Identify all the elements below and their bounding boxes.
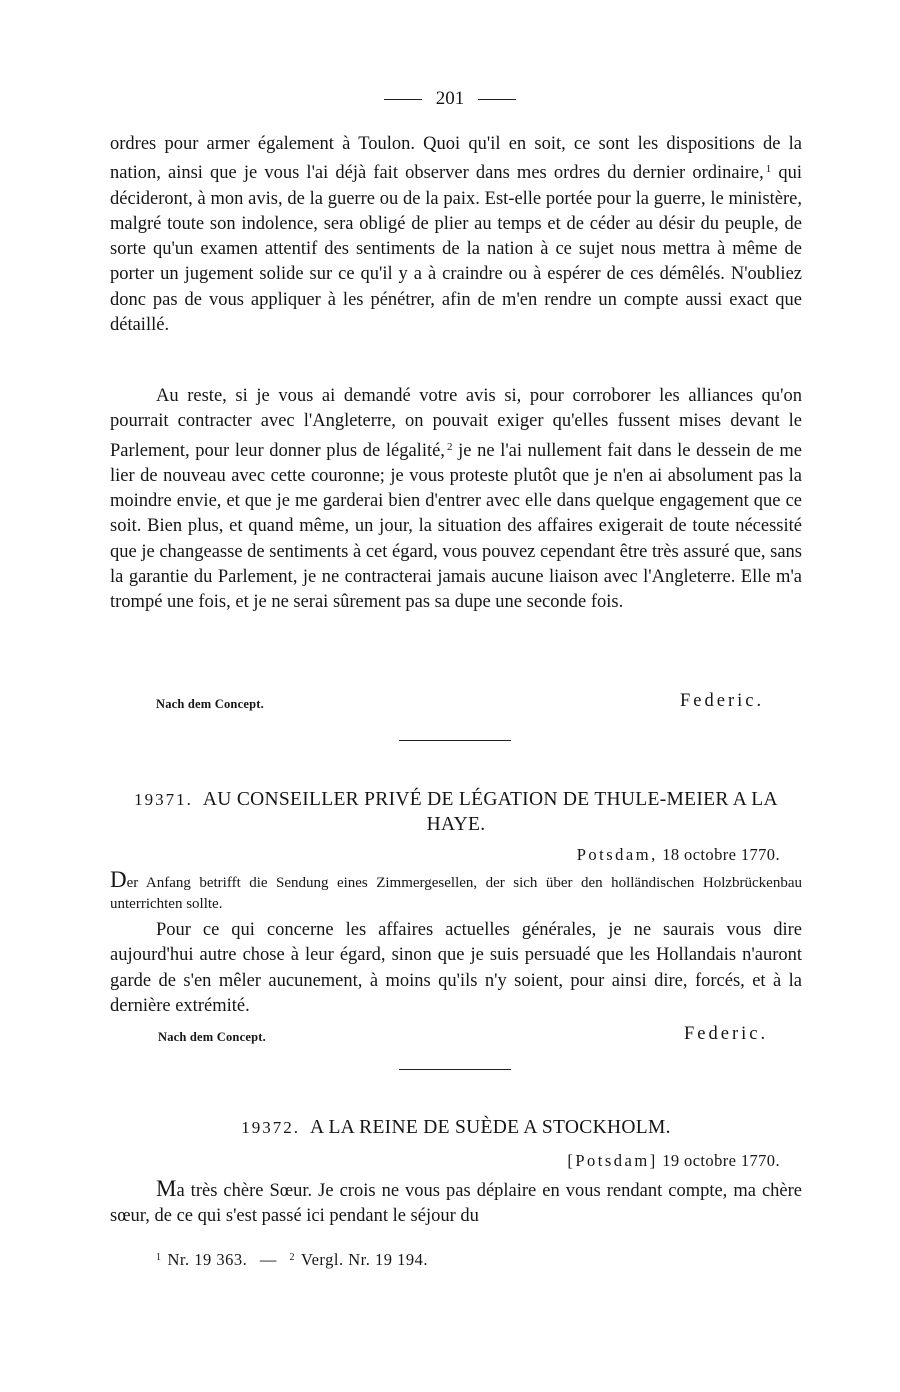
letter-heading [110,1115,802,1140]
header-rule-right [478,99,516,100]
source-note: Nach dem Concept. [158,1030,266,1044]
continuation-paragraph-2: Au reste, si je vous ai demandé votre avis si, pour corroborer les alliances qu'on pourrait contracter avec l'Angleterre, on pouvait exiger qu'elles fussent mises devant le Parlement, pour leur donner plus de légalité, $^2$ je ne l'ai nullement fait dans le dessein de me lier de nouveau avec cette couronne; je vous proteste plutôt que je n'en ai absolument pas la moindre envie, et que je me garderai bien d'entrer avec elle dans quelque engagement que ce soit. Bien plus, et quand même, un jour, la situation des affaires exigerait de toute nécessité que je changeasse de sentiments à cet égard, vous pouvez cependant être très assuré que, sans la garantie du Parlement, je ne contracterai jamais aucune liaison avec l'Angleterre. Elle m'a trompé une fois, et je ne serai sûrement pas sa dupe une seconde fois. [110,386,802,613]
signature: Federic. [684,1024,769,1044]
letter-summary: Der Anfang betrifft die Sendung eines Zimmergesellen, der sich über den holländischen Holzbrückenbau unterrichten sollte. [110,867,802,912]
page-number: 201 [435,88,465,109]
page-header [0,86,900,112]
summary-initial: D [110,867,127,892]
dateline-place: Potsdam, [576,845,658,864]
section-divider [399,1069,511,1070]
letter-dateline [577,845,780,865]
footnote-mark-1: 1 [156,1252,162,1263]
letter-title: A LA REINE DE SUÈDE A STOCKHOLM. [309,1117,671,1138]
letter-heading [110,787,802,837]
letter-dateline [567,1151,780,1171]
footnote-separator: — [259,1250,277,1269]
dateline-date: 18 octobre 1770. [662,845,780,864]
header-rule-left [384,99,422,100]
letter-number: 19371. [134,790,193,809]
opening-initial: M [156,1176,177,1201]
source-note: Nach dem Concept. [156,697,264,711]
dateline-place: [Potsdam] [567,1151,658,1170]
footnote-1: Nr. 19 363. [167,1250,248,1269]
continuation-paragraph-1: ordres pour armer également à Toulon. Quoi qu'il en soit, ce sont les dispositions de la nation, ainsi que je vous l'ai déjà fait observer dans mes ordres du dernier ordinaire, $^1$ qui décideront, à mon avis, de la guerre ou de la paix. Est-elle portée pour la guerre, le ministère, malgré toute son indolence, sera obligé de plier au temps et de céder au désir du peuple, de sorte qu'un examen attentif des sentiments de la nation à ce sujet nous mettra à même de porter un jugement solide sur ce qu'il y a à craindre ou à espérer de ces démêlés. N'oubliez donc pas de vous appliquer à les pénétrer, afin de m'en rendre un compte aussi exact que détaillé. [110,134,802,336]
footnotes [156,1250,428,1270]
letter-body: Pour ce qui concerne les affaires actuelles générales, je ne saurais vous dire aujourd'hui autre chose à leur égard, sinon que je suis persuadé que les Hollandais n'auront garde de s'en mêler aucunement, à moins qu'ils n'y soient, pour ainsi dire, forcés, et à la dernière extrémité. [110,920,802,1016]
footnote-mark-2: 2 [289,1252,295,1263]
signature: Federic. [680,691,765,711]
dateline-date: 19 octobre 1770. [662,1151,780,1170]
letter-number: 19372. [241,1118,300,1137]
letter-title: AU CONSEILLER PRIVÉ DE LÉGATION DE THULE-MEIER A LA HAYE. [202,789,778,835]
footnote-ref-1: 1 [765,163,772,176]
footnote-ref-2: 2 [446,440,453,453]
footnote-2: Vergl. Nr. 19 194. [301,1250,428,1269]
section-divider [399,740,511,741]
letter-body: Ma très chère Sœur. Je crois ne vous pas déplaire en vous rendant compte, ma chère sœur, de ce qui s'est passé ici pendant le séjour du [110,1176,802,1227]
